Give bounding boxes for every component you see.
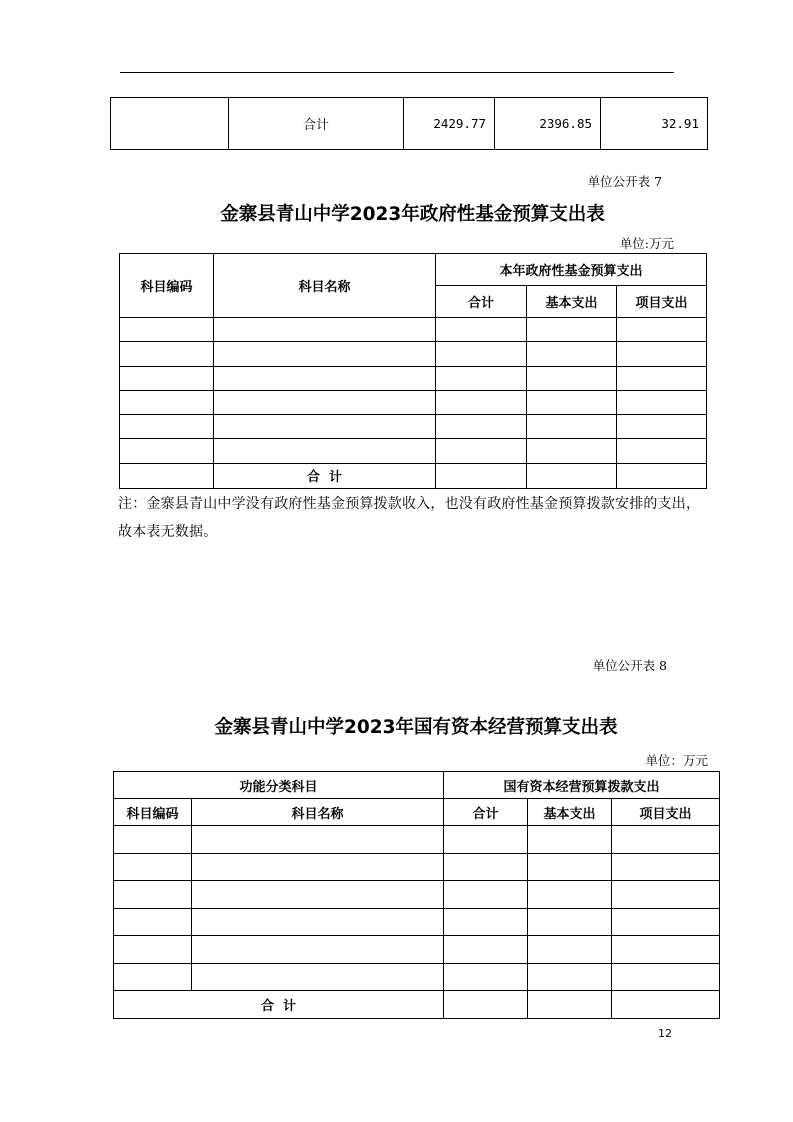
cell-total: 2429.77 <box>404 98 495 150</box>
table-row <box>114 881 720 909</box>
table8-label: 单位公开表 8 <box>592 658 667 673</box>
header-group: 本年政府性基金预算支出 <box>436 254 707 286</box>
total-label: 合 计 <box>114 991 444 1019</box>
page-number: 12 <box>658 1027 672 1040</box>
header-group-right: 国有资本经营预算拨款支出 <box>444 772 720 799</box>
table-row <box>120 318 707 342</box>
table-row <box>120 366 707 390</box>
header-name: 科目名称 <box>214 254 436 318</box>
table-row <box>120 439 707 463</box>
table8 <box>113 771 720 1019</box>
table-row <box>114 936 720 964</box>
table-row <box>114 853 720 881</box>
table8-unit: 单位：万元 <box>645 753 708 768</box>
table8-title: 金寨县青山中学2023年国有资本经营预算支出表 <box>214 717 618 738</box>
table7-label: 单位公开表 7 <box>587 174 662 189</box>
table-header-row <box>114 772 720 799</box>
header-project: 项目支出 <box>612 799 720 826</box>
cell-basic: 2396.85 <box>495 98 601 150</box>
total-label: 合 计 <box>214 463 436 488</box>
table7-unit: 单位:万元 <box>619 236 674 251</box>
table7 <box>119 253 707 489</box>
header-basic: 基本支出 <box>527 286 617 318</box>
header-group-left: 功能分类科目 <box>114 772 444 799</box>
header-total: 合计 <box>436 286 527 318</box>
table7-title: 金寨县青山中学2023年政府性基金预算支出表 <box>220 204 605 225</box>
table-total-row <box>120 463 707 488</box>
header-rule <box>120 72 674 73</box>
table-row <box>114 963 720 991</box>
header-basic: 基本支出 <box>528 799 612 826</box>
table-total-row <box>114 991 720 1019</box>
header-name: 科目名称 <box>192 799 444 826</box>
header-code: 科目编码 <box>114 799 192 826</box>
table7-note: 注：金寨县青山中学没有政府性基金预算拨款收入，也没有政府性基金预算拨款安排的支出，故本表无数据。 <box>118 496 701 540</box>
table-row <box>111 98 708 150</box>
table-row <box>114 908 720 936</box>
header-project: 项目支出 <box>617 286 707 318</box>
header-code: 科目编码 <box>120 254 214 318</box>
table-header-row <box>114 799 720 826</box>
cell-total-label: 合计 <box>229 98 404 150</box>
cell-project: 32.91 <box>601 98 708 150</box>
table-row <box>120 390 707 414</box>
table-row <box>114 826 720 854</box>
header-total: 合计 <box>444 799 528 826</box>
table-row <box>120 415 707 439</box>
table-header-row <box>120 254 707 286</box>
carryover-table <box>110 97 708 150</box>
cell-code <box>111 98 229 150</box>
table-row <box>120 342 707 366</box>
